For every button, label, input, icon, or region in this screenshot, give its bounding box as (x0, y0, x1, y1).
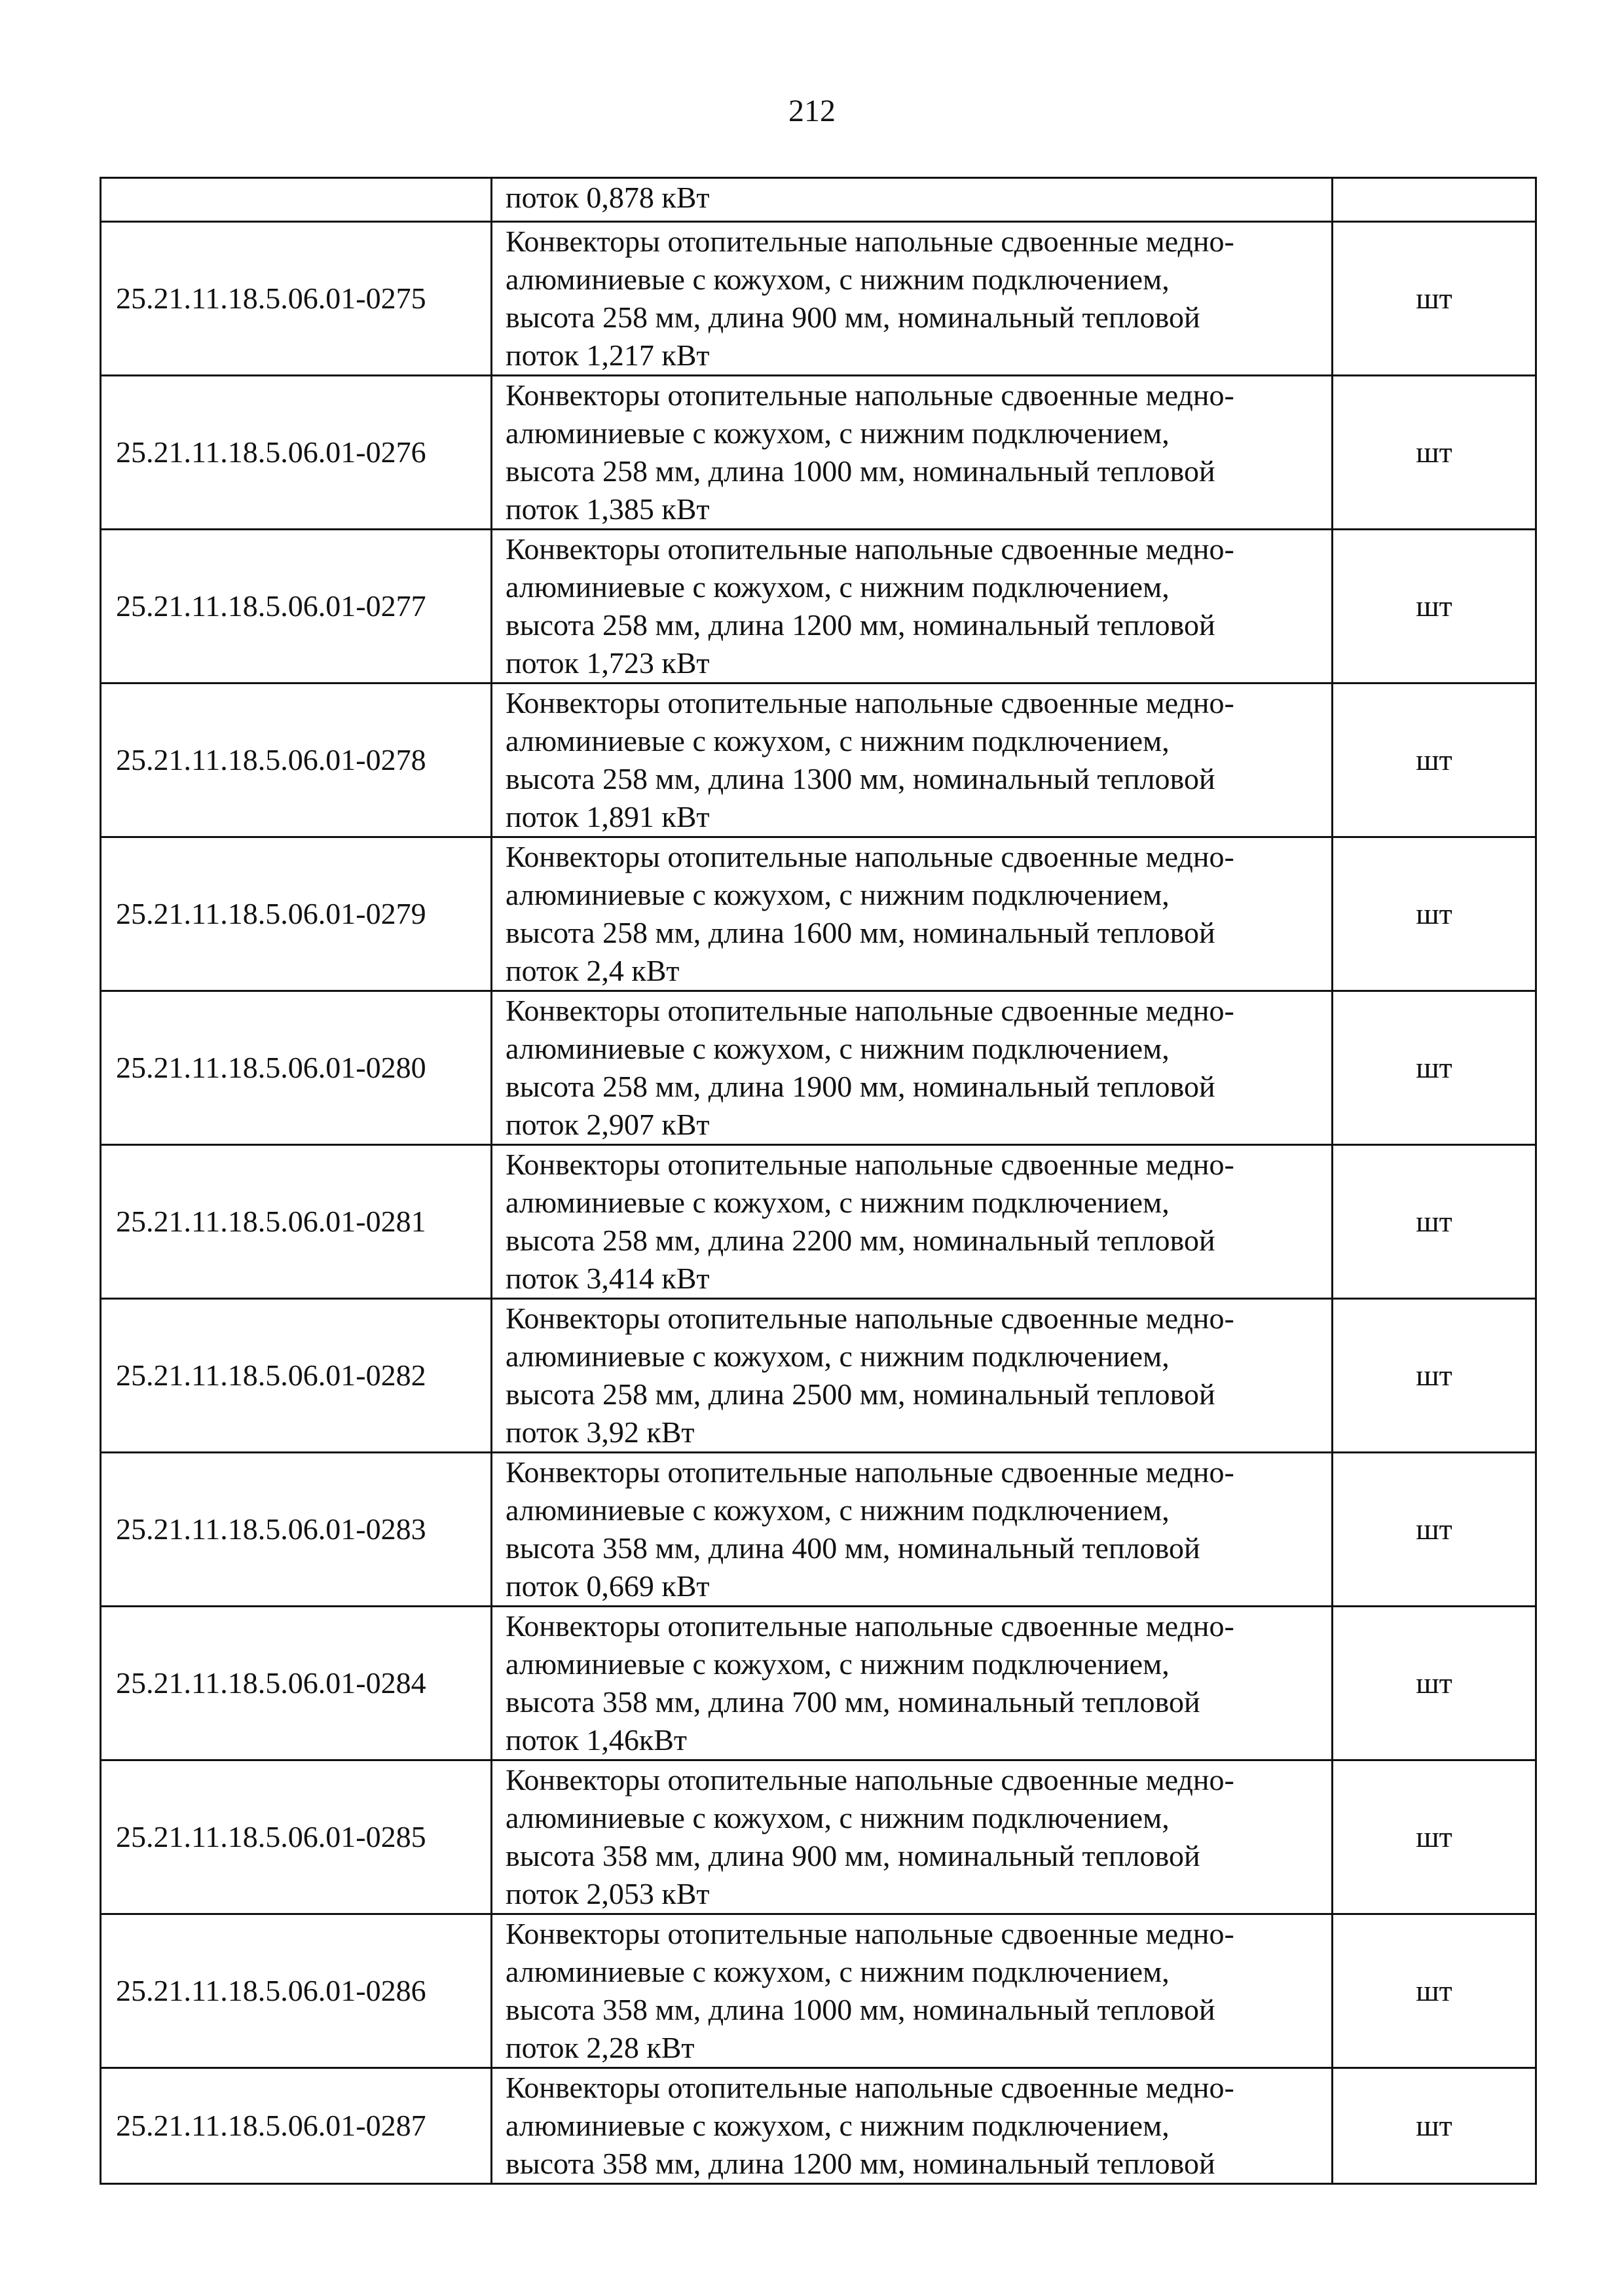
description-line: высота 258 мм, длина 1000 мм, номинальный тепловой (506, 454, 1215, 488)
description-cell (492, 222, 1333, 376)
description-line: Конвекторы отопительные напольные сдвоенные медно- (506, 1148, 1234, 1181)
description-line: поток 3,414 кВт (506, 1262, 710, 1295)
code-cell: 25.21.11.18.5.06.01-0281 (101, 1145, 492, 1299)
description-line: Конвекторы отопительные напольные сдвоенные медно- (506, 686, 1234, 720)
description-line: алюминиевые с кожухом, с нижним подключением, (506, 1493, 1170, 1527)
description-line: Конвекторы отопительные напольные сдвоенные медно- (506, 840, 1234, 873)
table-row-continuation (101, 178, 1536, 222)
code-cell: 25.21.11.18.5.06.01-0282 (101, 1299, 492, 1453)
description-line: Конвекторы отопительные напольные сдвоенные медно- (506, 225, 1234, 258)
description-line: алюминиевые с кожухом, с нижним подключением, (506, 570, 1170, 604)
description-line: поток 2,28 кВт (506, 2031, 695, 2064)
description-line: алюминиевые с кожухом, с нижним подключением, (506, 263, 1170, 296)
table-row (101, 2068, 1536, 2184)
unit-cell: шт (1333, 376, 1536, 530)
description-line: поток 3,92 кВт (506, 1415, 695, 1449)
code-cell: 25.21.11.18.5.06.01-0285 (101, 1760, 492, 1914)
description-line: Конвекторы отопительные напольные сдвоенные медно- (506, 1455, 1234, 1489)
description-line: высота 258 мм, длина 1900 мм, номинальный тепловой (506, 1070, 1215, 1103)
description-line: Конвекторы отопительные напольные сдвоенные медно- (506, 1609, 1234, 1643)
table-row (101, 991, 1536, 1145)
description-line: высота 358 мм, длина 400 мм, номинальный тепловой (506, 1531, 1200, 1565)
resource-table (100, 177, 1537, 2185)
description-line: поток 1,891 кВт (506, 800, 710, 833)
table-row (101, 1453, 1536, 1607)
description-cell (492, 530, 1333, 683)
description-cell (492, 1453, 1333, 1607)
unit-cell: шт (1333, 530, 1536, 683)
code-cell: 25.21.11.18.5.06.01-0275 (101, 222, 492, 376)
description-line: высота 258 мм, длина 1200 мм, номинальный тепловой (506, 608, 1215, 642)
unit-cell: шт (1333, 1607, 1536, 1760)
description-line: алюминиевые с кожухом, с нижним подключением, (506, 1186, 1170, 1219)
code-cell: 25.21.11.18.5.06.01-0279 (101, 837, 492, 991)
description-cell (492, 683, 1333, 837)
description-cell (492, 1145, 1333, 1299)
code-cell: 25.21.11.18.5.06.01-0287 (101, 2068, 492, 2184)
description-line: поток 2,907 кВт (506, 1108, 710, 1141)
unit-cell: шт (1333, 991, 1536, 1145)
description-cell (492, 1299, 1333, 1453)
description-cell (492, 837, 1333, 991)
table-row (101, 1760, 1536, 1914)
table-row (101, 1914, 1536, 2068)
description-cell (492, 2068, 1333, 2184)
code-cell (101, 178, 492, 222)
description-line: поток 0,878 кВт (506, 181, 710, 214)
description-line: Конвекторы отопительные напольные сдвоенные медно- (506, 1302, 1234, 1335)
description-cell (492, 1607, 1333, 1760)
description-line: поток 1,217 кВт (506, 338, 710, 372)
description-line: алюминиевые с кожухом, с нижним подключением, (506, 1955, 1170, 1988)
unit-cell: шт (1333, 1453, 1536, 1607)
description-line: Конвекторы отопительные напольные сдвоенные медно- (506, 994, 1234, 1027)
description-cell (492, 1760, 1333, 1914)
description-line: поток 1,46кВт (506, 1723, 687, 1757)
table-row (101, 1299, 1536, 1453)
description-line: Конвекторы отопительные напольные сдвоенные медно- (506, 2071, 1234, 2104)
description-line: высота 358 мм, длина 900 мм, номинальный тепловой (506, 1839, 1200, 1872)
description-cell (492, 991, 1333, 1145)
unit-cell: шт (1333, 1299, 1536, 1453)
unit-cell: шт (1333, 1760, 1536, 1914)
code-cell: 25.21.11.18.5.06.01-0283 (101, 1453, 492, 1607)
unit-cell: шт (1333, 837, 1536, 991)
description-line: алюминиевые с кожухом, с нижним подключением, (506, 1801, 1170, 1834)
table-row (101, 683, 1536, 837)
unit-cell (1333, 178, 1536, 222)
table-row (101, 530, 1536, 683)
description-line: Конвекторы отопительные напольные сдвоенные медно- (506, 1917, 1234, 1950)
code-cell: 25.21.11.18.5.06.01-0277 (101, 530, 492, 683)
description-cell (492, 178, 1333, 222)
description-line: поток 0,669 кВт (506, 1569, 710, 1603)
description-line: алюминиевые с кожухом, с нижним подключением, (506, 724, 1170, 757)
description-line: алюминиевые с кожухом, с нижним подключением, (506, 1647, 1170, 1681)
description-line: высота 358 мм, длина 1200 мм, номинальный тепловой (506, 2147, 1215, 2180)
description-line: Конвекторы отопительные напольные сдвоенные медно- (506, 1763, 1234, 1796)
code-cell: 25.21.11.18.5.06.01-0284 (101, 1607, 492, 1760)
unit-cell: шт (1333, 683, 1536, 837)
description-line: высота 258 мм, длина 2500 мм, номинальный тепловой (506, 1377, 1215, 1411)
table-row (101, 376, 1536, 530)
unit-cell: шт (1333, 222, 1536, 376)
description-line: высота 358 мм, длина 700 мм, номинальный тепловой (506, 1685, 1200, 1719)
unit-cell: шт (1333, 1145, 1536, 1299)
description-line: алюминиевые с кожухом, с нижним подключением, (506, 1032, 1170, 1065)
description-line: высота 258 мм, длина 2200 мм, номинальный тепловой (506, 1224, 1215, 1257)
page-number: 212 (788, 94, 836, 128)
code-cell: 25.21.11.18.5.06.01-0278 (101, 683, 492, 837)
unit-cell: шт (1333, 2068, 1536, 2184)
description-line: Конвекторы отопительные напольные сдвоенные медно- (506, 378, 1234, 412)
table-row (101, 1145, 1536, 1299)
description-line: высота 258 мм, длина 1600 мм, номинальный тепловой (506, 916, 1215, 949)
table-body (101, 178, 1536, 2184)
description-line: Конвекторы отопительные напольные сдвоенные медно- (506, 532, 1234, 566)
table-row (101, 837, 1536, 991)
description-line: алюминиевые с кожухом, с нижним подключением, (506, 878, 1170, 911)
description-line: поток 1,385 кВт (506, 492, 710, 526)
description-line: алюминиевые с кожухом, с нижним подключением, (506, 1339, 1170, 1373)
code-cell: 25.21.11.18.5.06.01-0280 (101, 991, 492, 1145)
description-line: высота 358 мм, длина 1000 мм, номинальный тепловой (506, 1993, 1215, 2026)
table-row (101, 1607, 1536, 1760)
description-line: поток 2,053 кВт (506, 1877, 710, 1910)
description-line: высота 258 мм, длина 900 мм, номинальный тепловой (506, 301, 1200, 334)
description-line: алюминиевые с кожухом, с нижним подключением, (506, 416, 1170, 450)
description-line: поток 1,723 кВт (506, 646, 710, 680)
description-line: высота 258 мм, длина 1300 мм, номинальный тепловой (506, 762, 1215, 795)
description-line: алюминиевые с кожухом, с нижним подключением, (506, 2109, 1170, 2142)
description-line: поток 2,4 кВт (506, 954, 680, 987)
description-cell (492, 376, 1333, 530)
table-row (101, 222, 1536, 376)
description-cell (492, 1914, 1333, 2068)
code-cell: 25.21.11.18.5.06.01-0276 (101, 376, 492, 530)
code-cell: 25.21.11.18.5.06.01-0286 (101, 1914, 492, 2068)
unit-cell: шт (1333, 1914, 1536, 2068)
